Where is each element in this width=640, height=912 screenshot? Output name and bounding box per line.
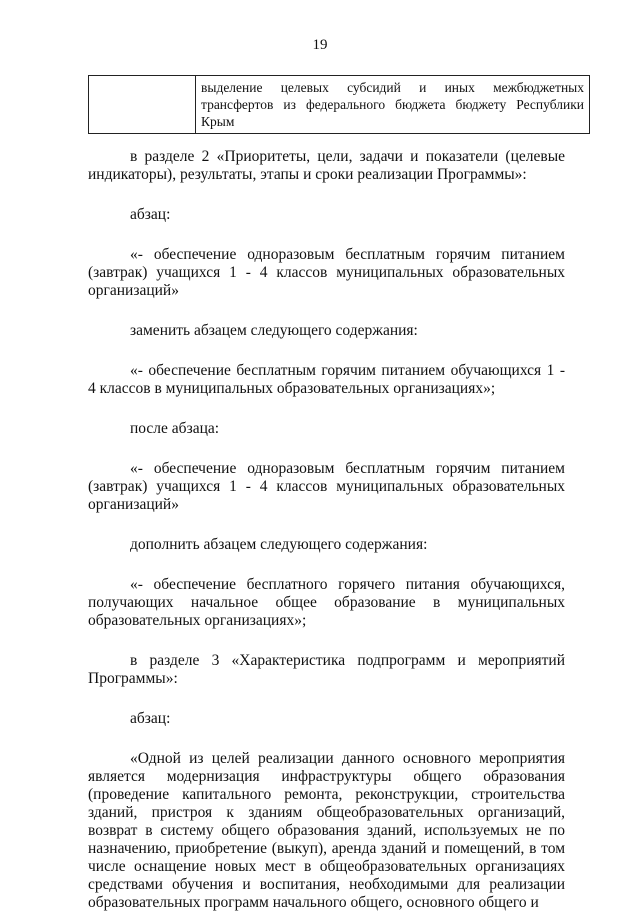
paragraph: «- обеспечение одноразовым бесплатным горячим питанием (завтрак) учащихся 1 - 4 классов муниципальных образовательных организаций» (88, 246, 565, 299)
page-number: 19 (312, 37, 328, 53)
paragraph: в разделе 2 «Приоритеты, цели, задачи и показатели (целевые индикаторы), результаты, этапы и сроки реализации Программы»: (88, 148, 565, 183)
paragraph: «- обеспечение бесплатным горячим питанием обучающихся 1 - 4 классов в муниципальных образовательных организациях»; (88, 362, 565, 397)
paragraph: дополнить абзацем следующего содержания: (130, 536, 428, 553)
paragraph: после абзаца: (130, 420, 220, 437)
paragraph: заменить абзацем следующего содержания: (130, 322, 418, 339)
paragraph: «- обеспечение одноразовым бесплатным горячим питанием (завтрак) учащихся 1 - 4 классов муниципальных образовательных организаций» (88, 460, 565, 513)
table-row (89, 76, 590, 134)
paragraph: в разделе 3 «Характеристика подпрограмм и мероприятий Программы»: (88, 652, 565, 687)
paragraph: «Одной из целей реализации данного основного мероприятия является модернизация инфраструктуры общего образования (проведение капитального ремонта, реконструкции, строительства зданий, пристроя к зданиям общеобразовательных организаций, возврат в систему общего образования зданий, используемых не по назначению, приобретение (выкуп), аренда зданий и помещений, в том числе оснащение новых мест в общеобразовательных организациях средствами обучения и воспитания, необходимыми для реализации образовательных программ начального общего, основного общего и (88, 750, 565, 911)
paragraph: абзац: (130, 206, 171, 223)
table-cell-empty (89, 76, 196, 134)
paragraph: «- обеспечение бесплатного горячего питания обучающихся, получающих начальное общее образование в муниципальных образовательных организациях»; (88, 576, 565, 629)
paragraph: абзац: (130, 710, 171, 727)
continuation-table (88, 75, 590, 134)
document-body (88, 148, 565, 912)
table-cell-text: выделение целевых субсидий и иных межбюджетных трансфертов из федерального бюджета бюджету Республики Крым (196, 76, 590, 134)
